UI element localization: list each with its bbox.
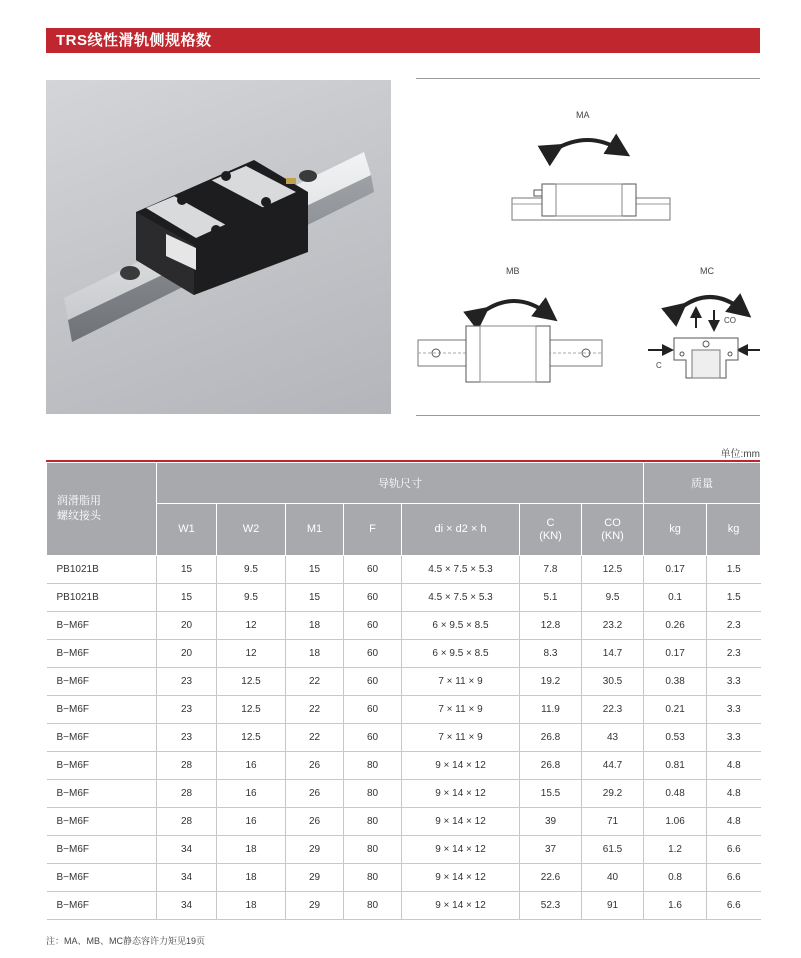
table-cell: 1.5 bbox=[707, 556, 761, 584]
col-co-line-2: (KN) bbox=[601, 529, 624, 542]
table-cell: 7 × 11 × 9 bbox=[402, 696, 520, 724]
col-m1: M1 bbox=[286, 504, 344, 556]
label-ma: MA bbox=[576, 110, 590, 120]
table-cell: 4.5 × 7.5 × 5.3 bbox=[402, 584, 520, 612]
table-cell: 3.3 bbox=[707, 724, 761, 752]
table-cell: 44.7 bbox=[582, 752, 644, 780]
table-cell: 4.5 × 7.5 × 5.3 bbox=[402, 556, 520, 584]
table-cell: 23 bbox=[157, 668, 217, 696]
col-co-line-1: CO bbox=[604, 516, 621, 529]
table-cell: 60 bbox=[344, 584, 402, 612]
table-cell: 60 bbox=[344, 668, 402, 696]
table-cell: 28 bbox=[157, 780, 217, 808]
table-cell: 3.3 bbox=[707, 696, 761, 724]
ma-arrow-icon bbox=[554, 140, 620, 150]
col-mass: 质量 bbox=[644, 463, 761, 504]
table-cell: 5.1 bbox=[520, 584, 582, 612]
linear-guide-illustration bbox=[46, 80, 391, 414]
spec-table-body bbox=[47, 556, 761, 920]
table-cell: B−M6F bbox=[47, 864, 157, 892]
table-cell: B−M6F bbox=[47, 668, 157, 696]
table-cell: 29 bbox=[286, 892, 344, 920]
divider-top bbox=[416, 78, 760, 79]
table-cell: 22.6 bbox=[520, 864, 582, 892]
table-row bbox=[47, 584, 761, 612]
col-c bbox=[520, 504, 582, 556]
table-cell: 0.8 bbox=[644, 864, 707, 892]
table-cell: 8.3 bbox=[520, 640, 582, 668]
table-cell: 4.8 bbox=[707, 780, 761, 808]
table-cell: B−M6F bbox=[47, 836, 157, 864]
table-cell: 7.8 bbox=[520, 556, 582, 584]
table-cell: 6 × 9.5 × 8.5 bbox=[402, 640, 520, 668]
col-w2: W2 bbox=[217, 504, 286, 556]
product-photo bbox=[46, 80, 391, 414]
table-cell: 16 bbox=[217, 808, 286, 836]
table-cell: 9 × 14 × 12 bbox=[402, 892, 520, 920]
table-cell: 15 bbox=[286, 556, 344, 584]
table-cell: 15 bbox=[157, 556, 217, 584]
table-cell: 12.5 bbox=[217, 696, 286, 724]
table-cell: 40 bbox=[582, 864, 644, 892]
section-title: TRS线性滑轨侧规格数 bbox=[46, 28, 760, 53]
table-cell: B−M6F bbox=[47, 780, 157, 808]
table-row bbox=[47, 696, 761, 724]
table-cell: 18 bbox=[286, 640, 344, 668]
table-row bbox=[47, 668, 761, 696]
col-lubrication bbox=[47, 463, 157, 556]
table-cell: 9 × 14 × 12 bbox=[402, 752, 520, 780]
table-cell: 0.17 bbox=[644, 556, 707, 584]
col-rail-dims: 导轨尺寸 bbox=[157, 463, 644, 504]
col-c-line-1: C bbox=[546, 516, 555, 529]
table-cell: 9 × 14 × 12 bbox=[402, 864, 520, 892]
table-row bbox=[47, 724, 761, 752]
table-cell: 80 bbox=[344, 864, 402, 892]
table-row bbox=[47, 836, 761, 864]
table-cell: 61.5 bbox=[582, 836, 644, 864]
table-cell: 22 bbox=[286, 724, 344, 752]
table-cell: 23.2 bbox=[582, 612, 644, 640]
table-cell: 30.5 bbox=[582, 668, 644, 696]
table-cell: 29.2 bbox=[582, 780, 644, 808]
col-co bbox=[582, 504, 644, 556]
table-cell: PB1021B bbox=[47, 584, 157, 612]
table-cell: 9 × 14 × 12 bbox=[402, 780, 520, 808]
table-cell: B−M6F bbox=[47, 752, 157, 780]
table-cell: 7 × 11 × 9 bbox=[402, 668, 520, 696]
mb-arrow-icon bbox=[480, 301, 548, 314]
table-row bbox=[47, 892, 761, 920]
mc-arrow-icon bbox=[678, 297, 742, 310]
table-cell: 80 bbox=[344, 892, 402, 920]
col-c-line-2: (KN) bbox=[539, 529, 562, 542]
table-cell: 1.06 bbox=[644, 808, 707, 836]
table-cell: 12 bbox=[217, 640, 286, 668]
table-cell: 18 bbox=[217, 864, 286, 892]
table-row bbox=[47, 808, 761, 836]
table-cell: 6.6 bbox=[707, 836, 761, 864]
table-cell: 19.2 bbox=[520, 668, 582, 696]
col-kg-1: kg bbox=[644, 504, 707, 556]
table-cell: 3.3 bbox=[707, 668, 761, 696]
table-cell: 34 bbox=[157, 892, 217, 920]
table-cell: 26 bbox=[286, 808, 344, 836]
table-cell: 22 bbox=[286, 696, 344, 724]
table-cell: 52.3 bbox=[520, 892, 582, 920]
table-cell: 4.8 bbox=[707, 808, 761, 836]
table-cell: 12.5 bbox=[217, 724, 286, 752]
col-w1: W1 bbox=[157, 504, 217, 556]
table-cell: 9 × 14 × 12 bbox=[402, 808, 520, 836]
col-dxh: di × d2 × h bbox=[402, 504, 520, 556]
label-mb: MB bbox=[506, 266, 520, 276]
table-cell: 9.5 bbox=[217, 584, 286, 612]
table-cell: 23 bbox=[157, 724, 217, 752]
table-cell: 0.26 bbox=[644, 612, 707, 640]
table-cell: 20 bbox=[157, 640, 217, 668]
table-cell: 20 bbox=[157, 612, 217, 640]
table-cell: 26.8 bbox=[520, 752, 582, 780]
table-cell: 14.7 bbox=[582, 640, 644, 668]
table-cell: 0.1 bbox=[644, 584, 707, 612]
table-cell: 2.3 bbox=[707, 640, 761, 668]
divider-bottom bbox=[416, 415, 760, 416]
table-cell: B−M6F bbox=[47, 808, 157, 836]
table-row bbox=[47, 780, 761, 808]
table-cell: 0.81 bbox=[644, 752, 707, 780]
table-cell: 91 bbox=[582, 892, 644, 920]
table-cell: 39 bbox=[520, 808, 582, 836]
table-cell: 18 bbox=[217, 836, 286, 864]
table-cell: 1.6 bbox=[644, 892, 707, 920]
col-f: F bbox=[344, 504, 402, 556]
table-cell: 23 bbox=[157, 696, 217, 724]
table-cell: 26 bbox=[286, 780, 344, 808]
table-cell: 16 bbox=[217, 780, 286, 808]
table-cell: 0.53 bbox=[644, 724, 707, 752]
table-cell: 1.5 bbox=[707, 584, 761, 612]
table-cell: 29 bbox=[286, 836, 344, 864]
table-cell: 80 bbox=[344, 836, 402, 864]
table-cell: B−M6F bbox=[47, 724, 157, 752]
table-row bbox=[47, 752, 761, 780]
table-cell: 11.9 bbox=[520, 696, 582, 724]
table-cell: 4.8 bbox=[707, 752, 761, 780]
table-cell: 12.8 bbox=[520, 612, 582, 640]
label-c: C bbox=[656, 361, 662, 370]
table-cell: 43 bbox=[582, 724, 644, 752]
table-cell: 60 bbox=[344, 556, 402, 584]
table-cell: B−M6F bbox=[47, 612, 157, 640]
moment-diagrams bbox=[416, 78, 760, 416]
table-cell: 28 bbox=[157, 808, 217, 836]
table-cell: 6.6 bbox=[707, 864, 761, 892]
table-cell: 16 bbox=[217, 752, 286, 780]
table-cell: 12 bbox=[217, 612, 286, 640]
label-co: CO bbox=[724, 316, 736, 325]
table-cell: 34 bbox=[157, 836, 217, 864]
table-cell: B−M6F bbox=[47, 892, 157, 920]
table-cell: 1.2 bbox=[644, 836, 707, 864]
table-cell: 0.17 bbox=[644, 640, 707, 668]
table-cell: 26 bbox=[286, 752, 344, 780]
table-cell: 22 bbox=[286, 668, 344, 696]
table-cell: 2.3 bbox=[707, 612, 761, 640]
table-cell: 18 bbox=[286, 612, 344, 640]
table-cell: 60 bbox=[344, 724, 402, 752]
table-cell: B−M6F bbox=[47, 640, 157, 668]
moment-diagram-svg bbox=[416, 78, 760, 416]
table-cell: PB1021B bbox=[47, 556, 157, 584]
table-row bbox=[47, 640, 761, 668]
table-row bbox=[47, 556, 761, 584]
table-cell: 29 bbox=[286, 864, 344, 892]
table-cell: 12.5 bbox=[217, 668, 286, 696]
table-row bbox=[47, 612, 761, 640]
lubrication-line-2: 螺纹接头 bbox=[57, 510, 101, 522]
table-cell: 12.5 bbox=[582, 556, 644, 584]
table-cell: 0.21 bbox=[644, 696, 707, 724]
table-cell: 0.38 bbox=[644, 668, 707, 696]
table-row bbox=[47, 864, 761, 892]
table-cell: 6.6 bbox=[707, 892, 761, 920]
spec-table bbox=[46, 462, 761, 920]
table-cell: 37 bbox=[520, 836, 582, 864]
table-cell: 0.48 bbox=[644, 780, 707, 808]
col-kg-2: kg bbox=[707, 504, 761, 556]
table-cell: B−M6F bbox=[47, 696, 157, 724]
table-cell: 28 bbox=[157, 752, 217, 780]
table-cell: 80 bbox=[344, 780, 402, 808]
header-row-1 bbox=[47, 463, 761, 504]
table-cell: 9 × 14 × 12 bbox=[402, 836, 520, 864]
lubrication-line-1: 润滑脂用 bbox=[57, 495, 101, 507]
table-cell: 15 bbox=[286, 584, 344, 612]
table-cell: 18 bbox=[217, 892, 286, 920]
footnote: 注：MA、MB、MC静态容许力矩见19页 bbox=[46, 936, 206, 946]
table-cell: 9.5 bbox=[217, 556, 286, 584]
table-cell: 22.3 bbox=[582, 696, 644, 724]
table-cell: 15 bbox=[157, 584, 217, 612]
label-mc: MC bbox=[700, 266, 714, 276]
table-cell: 7 × 11 × 9 bbox=[402, 724, 520, 752]
table-cell: 80 bbox=[344, 752, 402, 780]
table-cell: 15.5 bbox=[520, 780, 582, 808]
table-cell: 9.5 bbox=[582, 584, 644, 612]
table-cell: 6 × 9.5 × 8.5 bbox=[402, 612, 520, 640]
table-cell: 80 bbox=[344, 808, 402, 836]
unit-label: 单位:mm bbox=[720, 449, 760, 460]
table-cell: 60 bbox=[344, 640, 402, 668]
table-cell: 26.8 bbox=[520, 724, 582, 752]
table-cell: 34 bbox=[157, 864, 217, 892]
table-cell: 71 bbox=[582, 808, 644, 836]
table-cell: 60 bbox=[344, 696, 402, 724]
table-cell: 60 bbox=[344, 612, 402, 640]
